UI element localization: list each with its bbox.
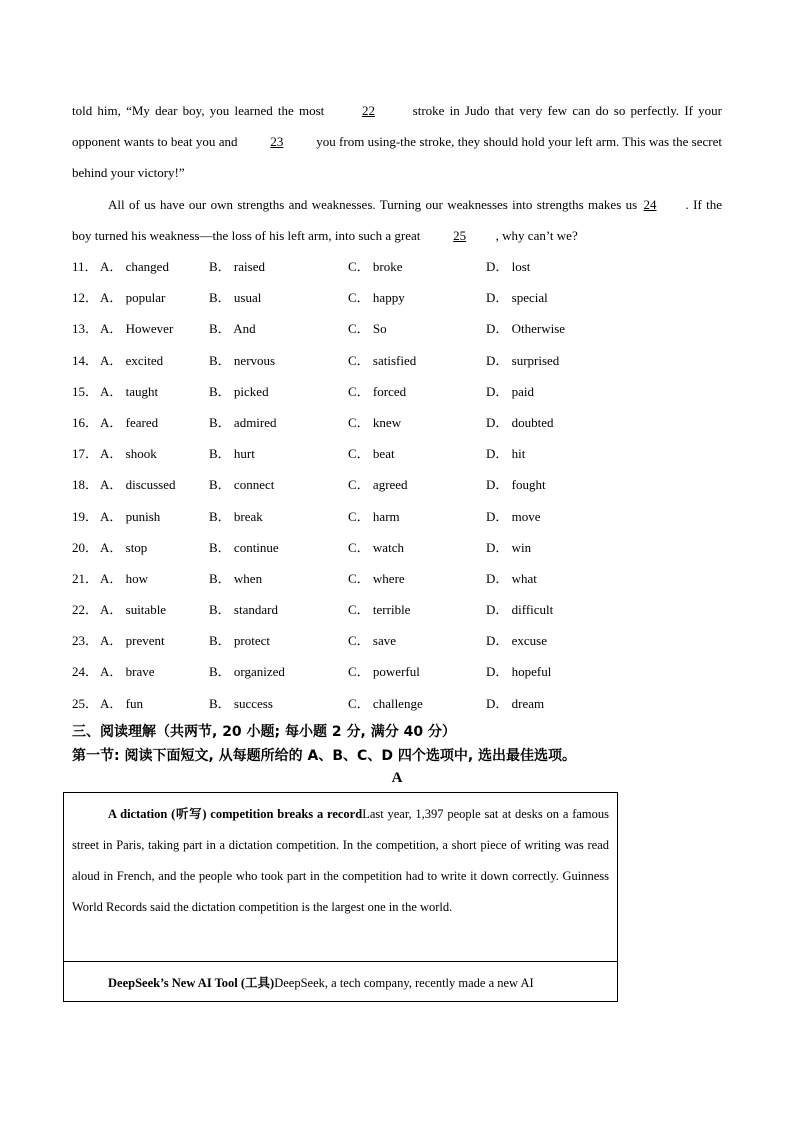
option-a: A． discussed bbox=[100, 477, 176, 493]
option-d: D． fought bbox=[486, 477, 546, 493]
question-number: 22． bbox=[72, 602, 99, 618]
option-b: B． standard bbox=[209, 602, 278, 618]
option-b: B． success bbox=[209, 695, 273, 711]
question-number: 21． bbox=[72, 570, 99, 586]
option-d: D． hopeful bbox=[486, 664, 552, 680]
option-b: B． connect bbox=[209, 477, 275, 493]
question-row bbox=[72, 376, 722, 407]
passage-text: told him, “My dear boy, you learned the most bbox=[72, 103, 330, 118]
option-d: D． lost bbox=[486, 259, 531, 274]
question-number: 24． bbox=[72, 664, 99, 680]
reading-box-dictation bbox=[63, 792, 618, 962]
option-a: A． excited bbox=[100, 352, 164, 368]
option-a: A． stop bbox=[100, 539, 148, 555]
option-d: D． doubted bbox=[486, 414, 554, 430]
option-b: B． break bbox=[209, 508, 263, 524]
option-b: B． And bbox=[209, 321, 256, 337]
box-title: DeepSeek’s New AI Tool (工具) bbox=[108, 976, 275, 990]
question-row bbox=[72, 688, 722, 719]
option-c: C． powerful bbox=[348, 664, 420, 680]
option-b: B． admired bbox=[209, 414, 277, 430]
question-number: 20． bbox=[72, 539, 99, 555]
option-c: C． watch bbox=[348, 539, 404, 555]
question-row bbox=[72, 469, 722, 500]
option-d: D． excuse bbox=[486, 633, 548, 649]
option-a: A． popular bbox=[100, 290, 166, 306]
option-b: B． continue bbox=[209, 539, 279, 555]
option-c: C． knew bbox=[348, 414, 402, 430]
passage-text: . If the boy turned his weakness—the loss of his left arm, into such a great bbox=[72, 197, 722, 243]
option-b: B． organized bbox=[209, 664, 285, 680]
question-row bbox=[72, 656, 722, 687]
option-b: B． protect bbox=[209, 633, 271, 649]
option-a: A． suitable bbox=[100, 602, 167, 618]
reading-box-deepseek bbox=[63, 961, 618, 1002]
option-c: C． satisfied bbox=[348, 352, 417, 368]
option-d: D． what bbox=[486, 570, 537, 586]
blank-24: 24 bbox=[643, 197, 657, 212]
passage-text: All of us have our own strengths and weaknesses. Turning our weaknesses into strengths makes us bbox=[108, 197, 642, 212]
option-a: A． punish bbox=[100, 508, 161, 524]
question-number: 13． bbox=[72, 321, 99, 337]
option-a: A． brave bbox=[100, 664, 155, 680]
question-row bbox=[72, 313, 722, 344]
question-row bbox=[72, 594, 722, 625]
option-d: D． special bbox=[486, 290, 548, 306]
question-row bbox=[72, 282, 722, 313]
option-b: B． usual bbox=[209, 290, 262, 306]
question-row bbox=[72, 438, 722, 469]
answer-options-list bbox=[72, 251, 722, 719]
question-row bbox=[72, 532, 722, 563]
option-c: C． save bbox=[348, 633, 397, 649]
option-d: D． move bbox=[486, 508, 541, 524]
section-heading: 三、阅读理解（共两节, 20 小题; 每小题 2 分, 满分 40 分） bbox=[72, 724, 456, 740]
passage-paragraph-1 bbox=[72, 95, 722, 188]
question-row bbox=[72, 501, 722, 532]
option-d: D． Otherwise bbox=[486, 321, 566, 337]
option-d: D． difficult bbox=[486, 602, 554, 618]
option-c: C． where bbox=[348, 570, 405, 586]
option-b: B． hurt bbox=[209, 446, 255, 462]
option-c: C． challenge bbox=[348, 695, 423, 711]
option-c: C． forced bbox=[348, 383, 407, 399]
passage-text: stroke in Judo that very few can do so perfectly. If your opponent wants to beat you and bbox=[72, 103, 722, 149]
option-a: A． However bbox=[100, 321, 174, 337]
option-d: D． hit bbox=[486, 446, 526, 462]
option-c: C． agreed bbox=[348, 477, 408, 493]
option-d: D． win bbox=[486, 539, 532, 555]
question-number: 25． bbox=[72, 695, 99, 711]
option-b: B． raised bbox=[209, 259, 265, 274]
option-c: C． So bbox=[348, 321, 387, 337]
passage-text: , why can’t we? bbox=[495, 228, 578, 243]
question-row bbox=[72, 345, 722, 376]
passage-paragraph-2 bbox=[72, 189, 722, 251]
box-paragraph bbox=[64, 962, 617, 999]
question-number: 11． bbox=[72, 259, 98, 274]
option-a: A． taught bbox=[100, 383, 159, 399]
option-c: C． beat bbox=[348, 446, 395, 462]
box-body: Last year, 1,397 people sat at desks on a famous street in Paris, taking part in a dictation competition. In the competition, a short piece of writing was read aloud in French, and the people who took part in the competition had to write it down correctly. Guinness World Records said the dictation competition is the largest one in the world. bbox=[72, 807, 609, 914]
question-number: 18． bbox=[72, 477, 99, 493]
option-c: C． terrible bbox=[348, 602, 411, 618]
question-number: 16． bbox=[72, 414, 99, 430]
option-c: C． harm bbox=[348, 508, 400, 524]
option-b: B． when bbox=[209, 570, 263, 586]
option-d: D． dream bbox=[486, 695, 545, 711]
question-row bbox=[72, 407, 722, 438]
option-b: B． nervous bbox=[209, 352, 276, 368]
question-number: 19． bbox=[72, 508, 99, 524]
section-instructions: 第一节: 阅读下面短文, 从每题所给的 A、B、C、D 四个选项中, 选出最佳选项。 bbox=[72, 748, 577, 764]
question-number: 15． bbox=[72, 383, 99, 399]
question-number: 17． bbox=[72, 446, 99, 462]
option-a: A． shook bbox=[100, 446, 157, 462]
passage-text: you from using-the stroke, they should hold your left arm. This was the secret behind your victory!” bbox=[72, 134, 722, 180]
blank-23: 23 bbox=[270, 134, 284, 149]
option-a: A． changed bbox=[100, 259, 169, 274]
option-c: C． happy bbox=[348, 290, 405, 306]
option-a: A． prevent bbox=[100, 633, 165, 649]
passage-label: A bbox=[391, 770, 403, 786]
blank-25: 25 bbox=[453, 228, 467, 243]
question-number: 12． bbox=[72, 290, 99, 306]
option-c: C． broke bbox=[348, 259, 403, 274]
question-number: 14． bbox=[72, 352, 99, 368]
option-a: A． fun bbox=[100, 695, 143, 711]
question-number: 23． bbox=[72, 633, 99, 649]
box-title: A dictation (听写) competition breaks a record bbox=[108, 807, 363, 821]
option-a: A． feared bbox=[100, 414, 159, 430]
option-d: D． paid bbox=[486, 383, 535, 399]
question-row bbox=[72, 563, 722, 594]
question-row bbox=[72, 251, 722, 282]
option-b: B． picked bbox=[209, 383, 269, 399]
question-row bbox=[72, 625, 722, 656]
box-paragraph bbox=[64, 793, 617, 923]
blank-22: 22 bbox=[361, 103, 375, 118]
box-body: DeepSeek, a tech company, recently made a new AI bbox=[274, 976, 534, 990]
option-d: D． surprised bbox=[486, 352, 560, 368]
option-a: A． how bbox=[100, 570, 149, 586]
